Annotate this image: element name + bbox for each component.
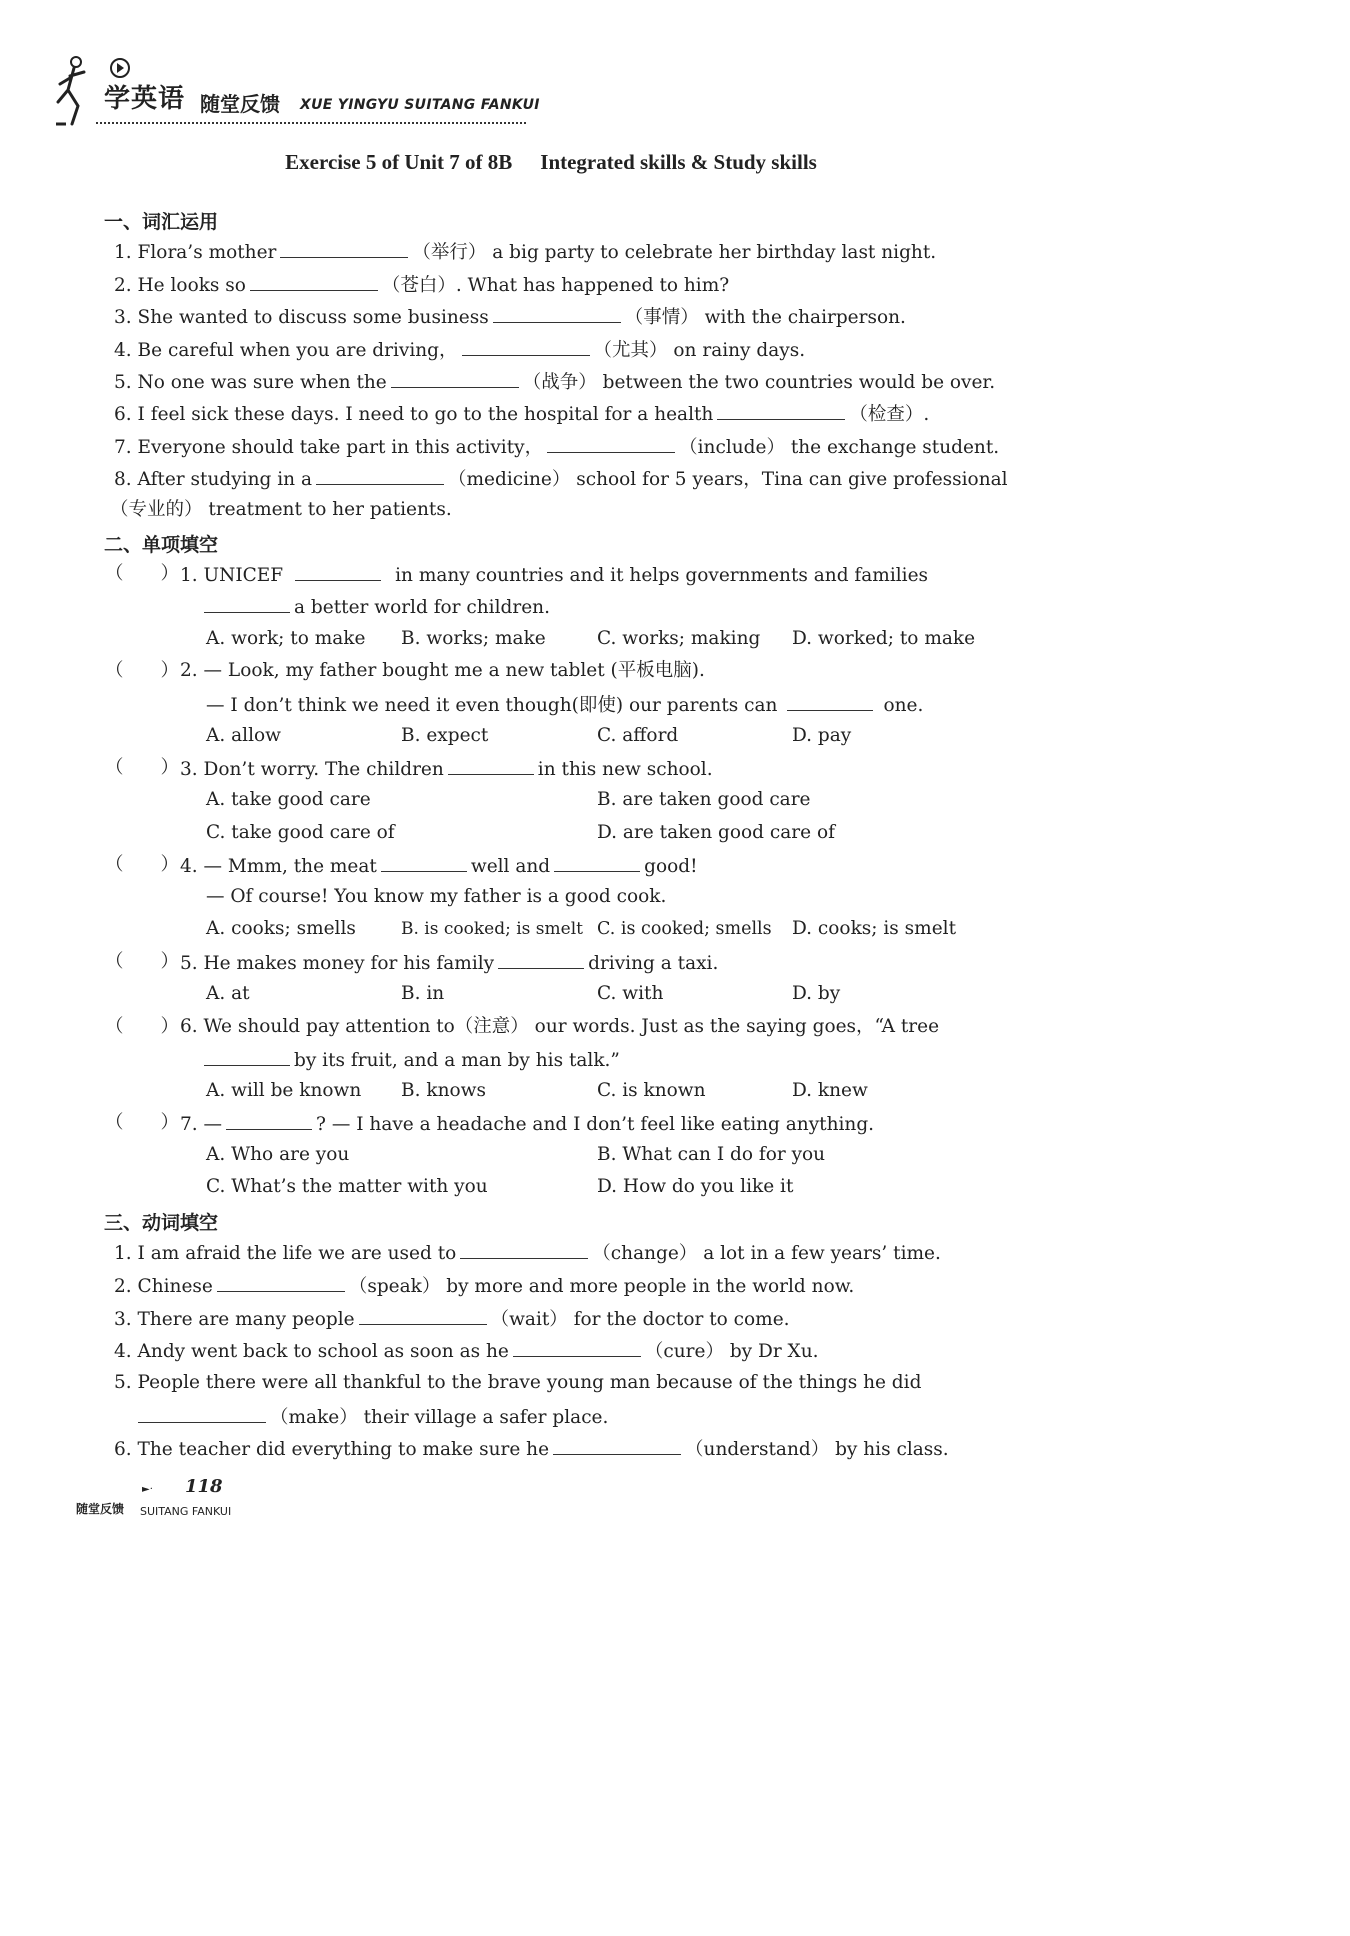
option[interactable]: C. is known — [597, 1080, 706, 1101]
title-part-a: Exercise 5 of Unit 7 of 8B — [285, 150, 513, 174]
question-line: 1. I am afraid the life we are used to （change） a lot in a few years’ time. — [114, 1240, 941, 1266]
option[interactable]: B. in — [401, 983, 445, 1004]
option[interactable]: B. is cooked; is smelt — [401, 919, 583, 939]
answer-blank[interactable] — [295, 562, 381, 581]
section-heading: 一、词汇运用 — [104, 211, 219, 233]
answer-blank[interactable] — [547, 434, 675, 453]
option[interactable]: B. What can I do for you — [597, 1144, 826, 1165]
option[interactable]: C. What’s the matter with you — [206, 1176, 488, 1197]
answer-bracket[interactable]: （ ） — [105, 854, 180, 875]
question-line: 4. Be careful when you are driving， （尤其） on rainy days. — [114, 337, 805, 363]
answer-blank[interactable] — [553, 1436, 681, 1455]
question-line: 6. The teacher did everything to make sure he （understand） by his class. — [114, 1436, 949, 1462]
answer-blank[interactable] — [204, 594, 290, 613]
answer-blank[interactable] — [204, 1047, 290, 1066]
page-title — [0, 150, 1102, 175]
question-line: 3. She wanted to discuss some business （事情） with the chairperson. — [114, 304, 906, 330]
question-line: 3. There are many people （wait） for the doctor to come. — [114, 1306, 790, 1332]
option[interactable]: D. are taken good care of — [597, 822, 835, 843]
answer-blank[interactable] — [250, 272, 378, 291]
title-part-b: Integrated skills & Study skills — [540, 150, 817, 174]
question-line: 5. No one was sure when the （战争） between the two countries would be over. — [114, 369, 995, 395]
question-line: 4. — Mmm, the meat well and good! — [180, 853, 698, 879]
question-line-continued: — Of course! You know my father is a good cook. — [206, 886, 667, 907]
answer-blank[interactable] — [226, 1111, 312, 1130]
question-line-continued: （专业的） treatment to her patients. — [110, 499, 452, 520]
option[interactable]: B. expect — [401, 725, 489, 746]
section-heading: 二、单项填空 — [104, 534, 219, 556]
answer-bracket[interactable]: （ ） — [105, 660, 180, 681]
answer-bracket[interactable]: （ ） — [105, 563, 180, 584]
answer-bracket[interactable]: （ ） — [105, 757, 180, 778]
header-logo-en: XUE YINGYU SUITANG FANKUI — [300, 97, 540, 113]
question-line: 6. I feel sick these days. I need to go to the hospital for a health （检查）. — [114, 401, 929, 427]
question-line: 7. Everyone should take part in this activity， （include） the exchange student. — [114, 434, 999, 460]
question-line-continued: （make） their village a safer place. — [138, 1404, 608, 1430]
answer-blank[interactable] — [462, 337, 590, 356]
footer-logo-cn: 随堂反馈 — [76, 1502, 125, 1516]
answer-blank[interactable] — [554, 853, 640, 872]
answer-blank[interactable] — [717, 401, 845, 420]
answer-blank[interactable] — [448, 756, 534, 775]
option[interactable]: D. by — [792, 983, 841, 1004]
answer-blank[interactable] — [138, 1404, 266, 1423]
option[interactable]: C. take good care of — [206, 822, 395, 843]
option[interactable]: A. cooks; smells — [206, 918, 356, 939]
question-line-continued: — I don’t think we need it even though(即使) our parents can one. — [206, 692, 923, 718]
answer-blank[interactable] — [316, 466, 444, 485]
answer-bracket[interactable]: （ ） — [105, 1016, 180, 1037]
play-icon — [110, 58, 130, 78]
option[interactable]: C. is cooked; smells — [597, 919, 772, 939]
answer-blank[interactable] — [217, 1273, 345, 1292]
question-line: 5. He makes money for his family driving a taxi. — [180, 950, 718, 976]
option[interactable]: A. will be known — [206, 1080, 362, 1101]
book-header — [52, 50, 540, 134]
page-arrow-icon: ►· — [142, 1484, 153, 1495]
section-heading: 三、动词填空 — [104, 1212, 219, 1234]
question-line: 5. People there were all thankful to the brave young man because of the things he did — [114, 1372, 922, 1393]
question-line: 6. We should pay attention to（注意） our words. Just as the saying goes，“A tree — [180, 1016, 940, 1037]
question-line: 1. UNICEF in many countries and it helps governments and families — [180, 562, 928, 588]
answer-blank[interactable] — [460, 1240, 588, 1259]
option[interactable]: D. cooks; is smelt — [792, 918, 957, 939]
answer-bracket[interactable]: （ ） — [105, 1112, 180, 1133]
option[interactable]: D. How do you like it — [597, 1176, 794, 1197]
question-line: 1. Flora’s mother （举行） a big party to celebrate her birthday last night. — [114, 239, 936, 265]
footer-logo-en: SUITANG FANKUI — [140, 1505, 232, 1518]
answer-blank[interactable] — [359, 1306, 487, 1325]
page-number: 118 — [185, 1476, 223, 1497]
header-divider — [96, 122, 526, 124]
question-line: 2. — Look, my father bought me a new tablet (平板电脑). — [180, 660, 705, 681]
option[interactable]: B. knows — [401, 1080, 486, 1101]
answer-blank[interactable] — [787, 692, 873, 711]
option[interactable]: A. work; to make — [206, 628, 366, 649]
option[interactable]: A. allow — [206, 725, 281, 746]
question-line-continued: a better world for children. — [204, 594, 550, 620]
answer-blank[interactable] — [280, 239, 408, 258]
option[interactable]: A. Who are you — [206, 1144, 350, 1165]
answer-blank[interactable] — [381, 853, 467, 872]
option[interactable]: D. pay — [792, 725, 852, 746]
option[interactable]: C. afford — [597, 725, 679, 746]
option[interactable]: A. at — [206, 983, 250, 1004]
header-logo-cn2: 随堂反馈 — [200, 92, 280, 116]
option[interactable]: D. knew — [792, 1080, 868, 1101]
runner-logo-icon — [52, 50, 102, 130]
option[interactable]: D. worked; to make — [792, 628, 976, 649]
question-line: 3. Don’t worry. The children in this new school. — [180, 756, 713, 782]
option[interactable]: B. are taken good care — [597, 789, 811, 810]
answer-bracket[interactable]: （ ） — [105, 951, 180, 972]
question-line-continued: by its fruit, and a man by his talk.” — [204, 1047, 620, 1073]
option[interactable]: B. works; make — [401, 628, 546, 649]
answer-blank[interactable] — [498, 950, 584, 969]
question-line: 7. — ? — I have a headache and I don’t feel like eating anything. — [180, 1111, 874, 1137]
option[interactable]: C. with — [597, 983, 664, 1004]
header-logo-cn: 学英语 — [104, 84, 186, 114]
answer-blank[interactable] — [493, 304, 621, 323]
option[interactable]: A. take good care — [206, 789, 371, 810]
answer-blank[interactable] — [513, 1338, 641, 1357]
option[interactable]: C. works; making — [597, 628, 761, 649]
answer-blank[interactable] — [391, 369, 519, 388]
question-line: 8. After studying in a （medicine） school for 5 years，Tina can give professional — [114, 466, 1008, 492]
question-line: 4. Andy went back to school as soon as he （cure） by Dr Xu. — [114, 1338, 819, 1364]
question-line: 2. He looks so （苍白）. What has happened to him? — [114, 272, 729, 298]
question-line: 2. Chinese （speak） by more and more people in the world now. — [114, 1273, 854, 1299]
